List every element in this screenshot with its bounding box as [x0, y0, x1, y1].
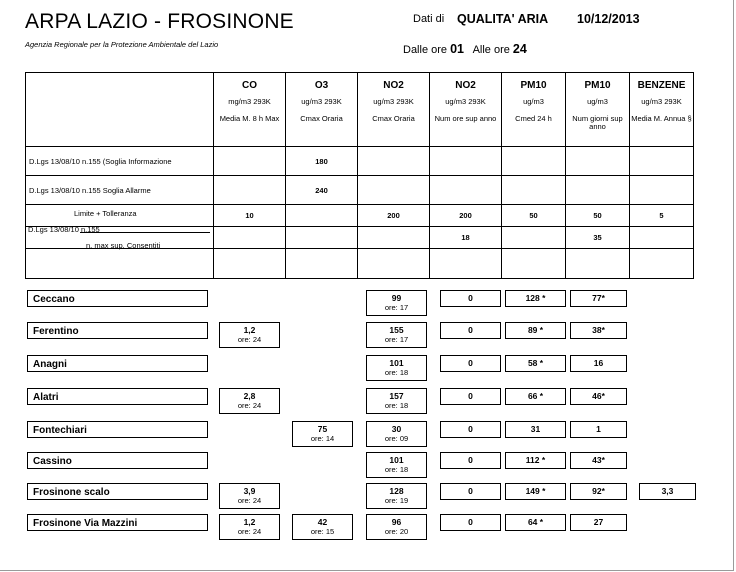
max-label: n. max sup. Consentiti	[86, 241, 161, 250]
max-value	[214, 227, 286, 249]
station-value-pmn	[570, 388, 627, 405]
value-text: 38*	[592, 325, 605, 335]
value-text: 96	[391, 517, 402, 527]
value-hours: ore: 18	[384, 465, 409, 474]
value-text: 2,8	[243, 391, 256, 401]
page-title: ARPA LAZIO - FROSINONE	[25, 10, 294, 33]
value-text: 0	[468, 293, 473, 303]
limit-value: 200	[430, 205, 502, 227]
max-value	[286, 227, 358, 249]
value-text: 58 *	[527, 358, 544, 368]
value-text: 0	[468, 455, 473, 465]
station-value-no2n	[440, 452, 501, 469]
value-text: 27	[593, 517, 604, 527]
value-hours: ore: 18	[384, 368, 409, 377]
dalle-label: Dalle ore	[403, 44, 448, 56]
value-hours: ore: 17	[384, 335, 409, 344]
value-text: 0	[468, 486, 473, 496]
limit-value	[286, 205, 358, 227]
station-value-no2n	[440, 355, 501, 372]
station-value-co	[219, 483, 280, 509]
value-text: 89 *	[527, 325, 544, 335]
value-hours: ore: 24	[237, 401, 262, 410]
value-text: 0	[468, 517, 473, 527]
dati-di-label: Dati di	[413, 13, 445, 25]
station-value-pmn	[570, 452, 627, 469]
info-threshold-label: D.Lgs 13/08/10 n.155 (Soglia Informazione	[26, 147, 214, 176]
station-value-co	[219, 514, 280, 540]
station-value-no2	[366, 290, 427, 316]
col-header: PM10 ug/m3 Cmed 24 h	[502, 73, 566, 147]
value-text: 128	[389, 486, 404, 496]
station-value-no2	[366, 452, 427, 478]
value-hours: ore: 19	[384, 496, 409, 505]
alarm-threshold-o3: 240	[286, 176, 358, 205]
station-value-no2	[366, 355, 427, 381]
header-row	[26, 73, 694, 147]
station-value-pm	[505, 322, 566, 339]
limit-value: 200	[358, 205, 430, 227]
value-text: 1,2	[243, 517, 256, 527]
station-name: Alatri	[27, 388, 208, 405]
value-text: 155	[389, 325, 404, 335]
value-text: 3,3	[661, 486, 674, 496]
station-value-pm	[505, 452, 566, 469]
alarm-threshold-row	[26, 176, 694, 205]
info-threshold-o3: 180	[286, 147, 358, 176]
station-name: Frosinone Via Mazzini	[27, 514, 208, 531]
station-name: Ceccano	[27, 290, 208, 307]
max-value	[502, 227, 566, 249]
station-value-pmn	[570, 322, 627, 339]
station-value-no2n	[440, 421, 501, 438]
station-value-pm	[505, 421, 566, 438]
value-text: 3,9	[243, 486, 256, 496]
value-text: 1,2	[243, 325, 256, 335]
station-value-o3	[292, 421, 353, 447]
station-value-pm	[505, 355, 566, 372]
limit-label: Limite + Tolleranza	[74, 209, 137, 218]
station-name: Anagni	[27, 355, 208, 372]
blank-row	[26, 249, 694, 279]
value-text: 112 *	[525, 455, 546, 465]
value-text: 149 *	[525, 486, 546, 496]
station-value-pmn	[570, 355, 627, 372]
station-value-pm	[505, 388, 566, 405]
value-hours: ore: 17	[384, 303, 409, 312]
limit-value: 50	[502, 205, 566, 227]
col-header: PM10 ug/m3 Num giorni sup anno	[566, 73, 630, 147]
station-value-no2	[366, 483, 427, 509]
station-value-pmn	[570, 421, 627, 438]
value-text: 77*	[592, 293, 605, 303]
alle-value: 24	[512, 42, 527, 56]
value-hours: ore: 20	[384, 527, 409, 536]
value-text: 157	[389, 391, 404, 401]
station-value-pm	[505, 514, 566, 531]
value-text: 0	[468, 358, 473, 368]
value-text: 31	[530, 424, 541, 434]
station-name: Ferentino	[27, 322, 208, 339]
value-text: 99	[391, 293, 402, 303]
value-hours: ore: 15	[310, 527, 335, 536]
value-text: 46*	[592, 391, 605, 401]
station-value-pm	[505, 290, 566, 307]
col-header: BENZENE ug/m3 293K Media M. Annua §	[630, 73, 694, 147]
value-text: 64 *	[527, 517, 544, 527]
value-text: 1	[596, 424, 601, 434]
value-hours: ore: 24	[237, 496, 262, 505]
max-value	[358, 227, 430, 249]
value-text: 42	[317, 517, 328, 527]
station-value-no2n	[440, 322, 501, 339]
header-blank	[26, 73, 214, 147]
value-text: 0	[468, 391, 473, 401]
value-hours: ore: 09	[384, 434, 409, 443]
station-value-benz	[639, 483, 696, 500]
limit-value: 10	[214, 205, 286, 227]
col-header: O3 ug/m3 293K Cmax Oraria	[286, 73, 358, 147]
max-value: 18	[430, 227, 502, 249]
dlgs-label: D.Lgs 13/08/10 n.155	[28, 225, 100, 234]
station-value-no2n	[440, 290, 501, 307]
station-value-no2	[366, 514, 427, 540]
value-hours: ore: 18	[384, 401, 409, 410]
dalle-value: 01	[450, 42, 464, 56]
value-text: 101	[389, 358, 404, 368]
station-value-no2n	[440, 514, 501, 531]
station-value-pmn	[570, 514, 627, 531]
value-text: 43*	[592, 455, 605, 465]
alle-label: Alle ore	[472, 44, 510, 56]
value-text: 0	[468, 424, 473, 434]
value-text: 92*	[592, 486, 605, 496]
station-name: Frosinone scalo	[27, 483, 208, 500]
value-text: 75	[317, 424, 328, 434]
max-value: 35	[566, 227, 630, 249]
limit-divider	[80, 232, 210, 233]
value-text: 101	[389, 455, 404, 465]
station-value-co	[219, 322, 280, 348]
time-range	[403, 42, 527, 56]
col-header: NO2 ug/m3 293K Num ore sup anno	[430, 73, 502, 147]
station-value-no2	[366, 388, 427, 414]
station-name: Fontechiari	[27, 421, 208, 438]
value-hours: ore: 24	[237, 335, 262, 344]
station-value-no2	[366, 322, 427, 348]
station-name: Cassino	[27, 452, 208, 469]
value-text: 30	[391, 424, 402, 434]
limit-value: 5	[630, 205, 694, 227]
value-hours: ore: 14	[310, 434, 335, 443]
value-text: 128 *	[525, 293, 546, 303]
col-header: CO mg/m3 293K Media M. 8 h Max	[214, 73, 286, 147]
station-value-pmn	[570, 483, 627, 500]
alarm-threshold-label: D.Lgs 13/08/10 n.155 Soglia Allarme	[26, 176, 214, 205]
station-value-pm	[505, 483, 566, 500]
limit-value: 50	[566, 205, 630, 227]
max-value	[630, 227, 694, 249]
quality-label: QUALITA' ARIA	[457, 12, 549, 26]
station-value-o3	[292, 514, 353, 540]
station-value-no2	[366, 421, 427, 447]
value-text: 16	[593, 358, 604, 368]
report-date: 10/12/2013	[577, 12, 640, 26]
page-subtitle: Agenzia Regionale per la Protezione Ambientale del Lazio	[25, 40, 219, 49]
station-value-pmn	[570, 290, 627, 307]
col-header: NO2 ug/m3 293K Cmax Oraria	[358, 73, 430, 147]
station-value-co	[219, 388, 280, 414]
value-text: 66 *	[527, 391, 544, 401]
info-threshold-row	[26, 147, 694, 176]
value-hours: ore: 24	[237, 527, 262, 536]
value-text: 0	[468, 325, 473, 335]
station-value-no2n	[440, 388, 501, 405]
station-value-no2n	[440, 483, 501, 500]
